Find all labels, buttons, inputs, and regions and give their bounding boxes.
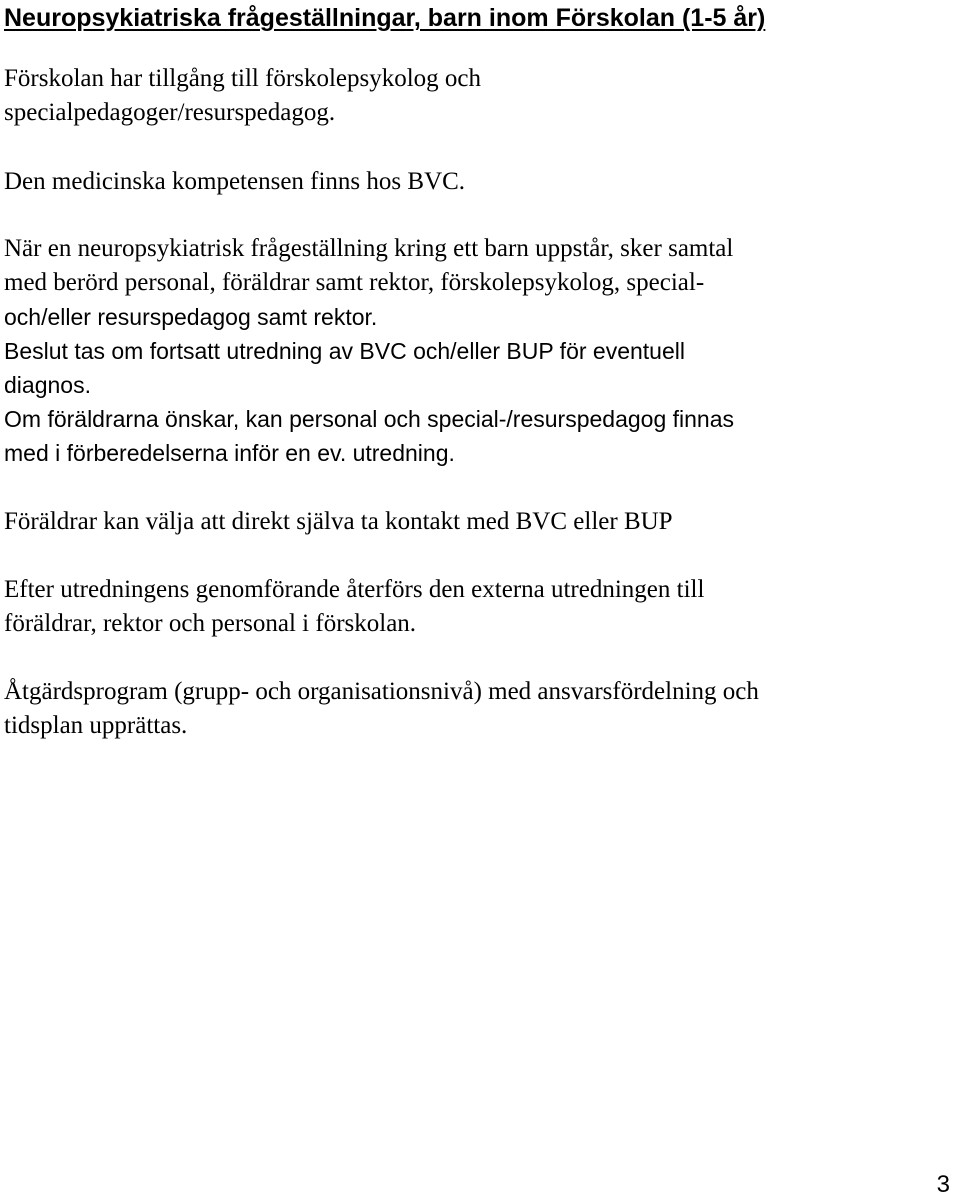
paragraph-line: Den medicinska kompetensen finns hos BVC. <box>4 168 466 195</box>
paragraph-line: Föräldrar kan välja att direkt själva ta kontakt med BVC eller BUP <box>4 508 673 535</box>
paragraph-line: Förskolan har tillgång till förskolepsykolog och <box>4 65 482 92</box>
paragraph-line: tidsplan upprättas. <box>4 712 188 739</box>
paragraph-action-program <box>4 675 759 743</box>
paragraph-parents-contact <box>4 505 673 539</box>
paragraph-line: och/eller resurspedagog samt rektor. <box>4 304 378 330</box>
paragraph-after-assessment <box>4 573 704 641</box>
paragraph-line: med berörd personal, föräldrar samt rektor, förskolepsykolog, special- <box>4 269 705 296</box>
paragraph-process <box>4 232 734 470</box>
paragraph-medical-competence <box>4 165 465 199</box>
paragraph-line: diagnos. <box>4 372 91 398</box>
paragraph-line: specialpedagoger/resurspedagog. <box>4 99 336 126</box>
paragraph-line: med i förberedelserna inför en ev. utredning. <box>4 440 455 466</box>
paragraph-line: föräldrar, rektor och personal i förskolan. <box>4 610 417 637</box>
paragraph-line: Beslut tas om fortsatt utredning av BVC och/eller BUP för eventuell <box>4 338 685 364</box>
paragraph-resources <box>4 62 481 130</box>
paragraph-line: Åtgärdsprogram (grupp- och organisationsnivå) med ansvarsfördelning och <box>4 678 759 705</box>
page-number: 3 <box>936 1171 950 1198</box>
page-title: Neuropsykiatriska frågeställningar, barn inom Förskolan (1-5 år) <box>4 4 766 32</box>
paragraph-line: Om föräldrarna önskar, kan personal och special-/resurspedagog finnas <box>4 406 735 432</box>
paragraph-line: Efter utredningens genomförande återförs den externa utredningen till <box>4 576 705 603</box>
paragraph-line: När en neuropsykiatrisk frågeställning kring ett barn uppstår, sker samtal <box>4 235 734 262</box>
